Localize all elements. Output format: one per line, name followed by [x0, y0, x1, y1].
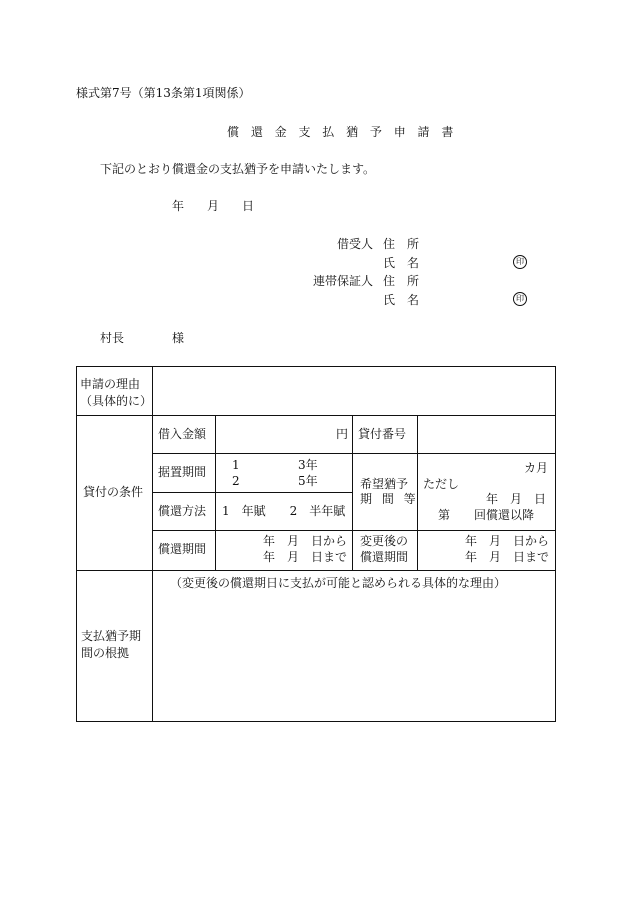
repayment-method-label: 償還方法: [158, 504, 207, 518]
borrower-name-label: 氏 名: [383, 256, 420, 270]
row-divider-loan-amount: [152, 453, 556, 454]
loan-number-input[interactable]: [421, 419, 551, 449]
table-border-right: [555, 366, 556, 722]
loan-amount-yen: 円: [336, 427, 349, 441]
date-day: 日: [242, 199, 255, 213]
row-divider-reason: [76, 415, 556, 416]
basis-label: 支払猶予期 間の根拠: [81, 629, 142, 660]
guarantor-name-label: 氏 名: [383, 293, 420, 307]
changed-period-label-2: 償還期間: [360, 550, 409, 564]
row-divider-method: [152, 530, 556, 531]
repayment-period-from[interactable]: 年 月 日から: [263, 534, 348, 548]
guarantor-address-label: 住 所: [383, 274, 420, 288]
addressee-name: 村長: [100, 331, 125, 345]
loan-number-label: 貸付番号: [358, 427, 407, 441]
col-divider-label: [215, 415, 216, 570]
table-col-divider-main: [152, 366, 153, 722]
row-divider-deferment: [152, 492, 352, 493]
desired-deferment-label: 希望猶予: [360, 477, 409, 491]
repayment-period-label: 償還期間: [158, 542, 207, 556]
deferment-option-2-years[interactable]: 5年: [298, 474, 318, 488]
reason-label: 申請の理由 （具体的に）: [80, 377, 153, 408]
table-border-top: [76, 366, 556, 367]
page-title: 償 還 金 支 払 猶 予 申 請 書: [227, 125, 458, 139]
deferment-option-1-years[interactable]: 3年: [298, 458, 318, 472]
loan-amount-label: 借入金額: [158, 427, 207, 441]
conditions-label: 貸付の条件: [83, 485, 144, 499]
guarantor-seal-icon: 印: [513, 292, 527, 306]
date-year: 年: [172, 199, 185, 213]
row-divider-conditions: [76, 570, 556, 571]
borrower-seal-icon: 印: [513, 255, 527, 269]
changed-period-to[interactable]: 年 月 日まで: [465, 550, 550, 564]
form-number: 様式第7号（第13条第1項関係）: [76, 86, 251, 100]
borrower-address-label: 住 所: [383, 237, 420, 251]
date-month: 月: [207, 199, 220, 213]
deferment-option-1-number[interactable]: 1: [232, 458, 240, 472]
table-border-bottom: [76, 721, 556, 722]
deferment-option-2-number[interactable]: 2: [232, 474, 240, 488]
changed-period-from[interactable]: 年 月 日から: [465, 534, 550, 548]
desired-deferment-label-2: 期 間 等: [360, 492, 419, 506]
addressee-honorific: 様: [172, 331, 185, 345]
desired-from-nth[interactable]: 第 回償還以降: [438, 508, 535, 522]
reason-input[interactable]: [156, 370, 552, 412]
desired-months[interactable]: カ月: [524, 461, 549, 475]
desired-date[interactable]: 年 月 日: [486, 492, 547, 506]
guarantor-label: 連帯保証人: [313, 274, 374, 288]
changed-period-label-1: 変更後の: [360, 534, 409, 548]
borrower-label: 借受人: [337, 237, 374, 251]
repayment-period-to[interactable]: 年 月 日まで: [263, 550, 348, 564]
desired-proviso: ただし: [423, 477, 460, 491]
col-divider-middle: [352, 415, 353, 570]
repayment-method-options[interactable]: 1 年賦 2 半年賦: [222, 504, 346, 518]
deferment-period-label: 据置期間: [158, 465, 207, 479]
intro-text: 下記のとおり償還金の支払猶予を申請いたします。: [100, 162, 376, 176]
basis-input[interactable]: [156, 594, 552, 716]
basis-note: （変更後の償還期日に支払が可能と認められる具体的な理由）: [170, 576, 507, 590]
table-border-left: [76, 366, 77, 722]
application-table: [76, 366, 556, 722]
